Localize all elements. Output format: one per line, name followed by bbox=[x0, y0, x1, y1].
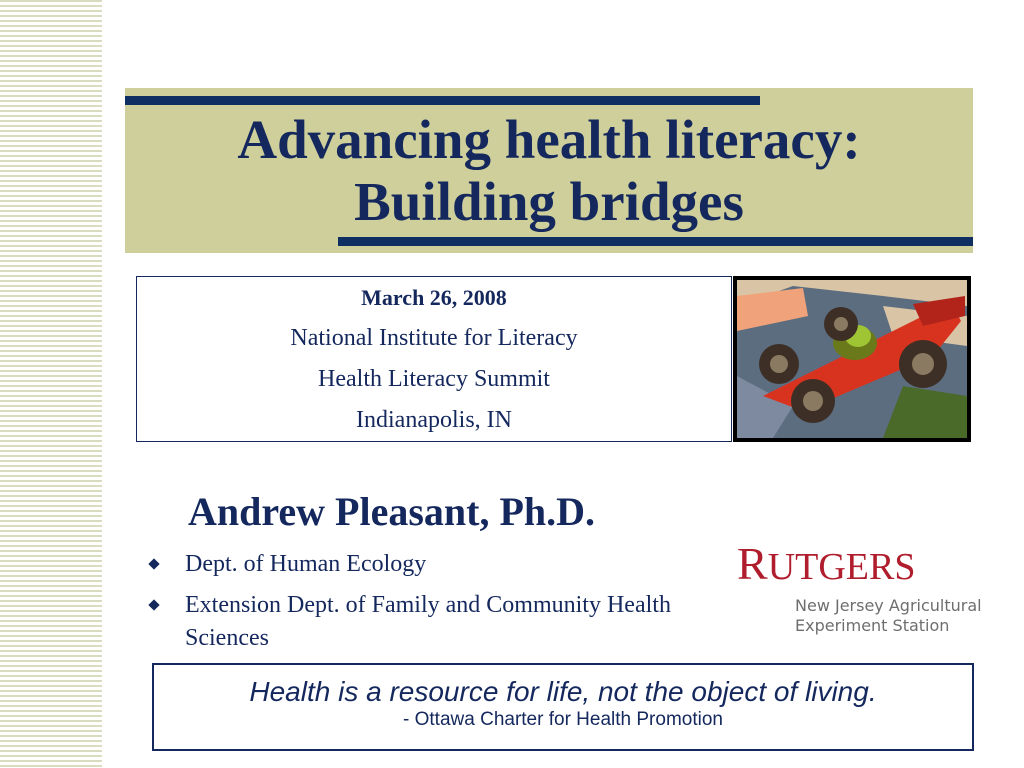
decorative-stripes bbox=[0, 0, 102, 768]
wordmark-initial: R bbox=[737, 538, 768, 589]
list-item bbox=[148, 548, 705, 581]
affiliation-list bbox=[148, 548, 705, 663]
event-info-box bbox=[136, 276, 732, 442]
rutgers-wordmark bbox=[737, 538, 915, 593]
logo-subtitle bbox=[795, 596, 982, 636]
title-line-1: Advancing health literacy: bbox=[237, 109, 861, 170]
title-rule-bottom bbox=[338, 237, 973, 246]
title-line-2: Building bridges bbox=[354, 171, 744, 232]
event-organization: National Institute for Literacy bbox=[290, 325, 578, 351]
event-summit: Health Literacy Summit bbox=[318, 366, 550, 392]
diamond-bullet-icon bbox=[148, 599, 159, 610]
race-car-clipart bbox=[733, 276, 971, 442]
event-date: March 26, 2008 bbox=[361, 285, 507, 310]
quote-text: Health is a resource for life, not the object of living. bbox=[249, 676, 877, 707]
quote-source: - Ottawa Charter for Health Promotion bbox=[403, 709, 723, 730]
event-location: Indianapolis, IN bbox=[356, 407, 512, 433]
race-car-icon bbox=[733, 276, 971, 442]
logo-subtitle-line-1: New Jersey Agricultural bbox=[795, 596, 982, 615]
presenter-name: Andrew Pleasant, Ph.D. bbox=[188, 489, 596, 534]
rutgers-logo bbox=[737, 538, 982, 635]
wordmark-rest: UTGERS bbox=[767, 546, 916, 588]
affiliation-text: Dept. of Human Ecology bbox=[185, 551, 427, 577]
affiliation-text: Extension Dept. of Family and Community Health Sciences bbox=[185, 592, 671, 651]
diamond-bullet-icon bbox=[148, 558, 159, 569]
quote-box bbox=[152, 663, 974, 751]
list-item bbox=[148, 589, 705, 655]
logo-subtitle-line-2: Experiment Station bbox=[795, 616, 950, 635]
title-rule-top bbox=[125, 96, 760, 105]
slide-title bbox=[125, 109, 973, 233]
